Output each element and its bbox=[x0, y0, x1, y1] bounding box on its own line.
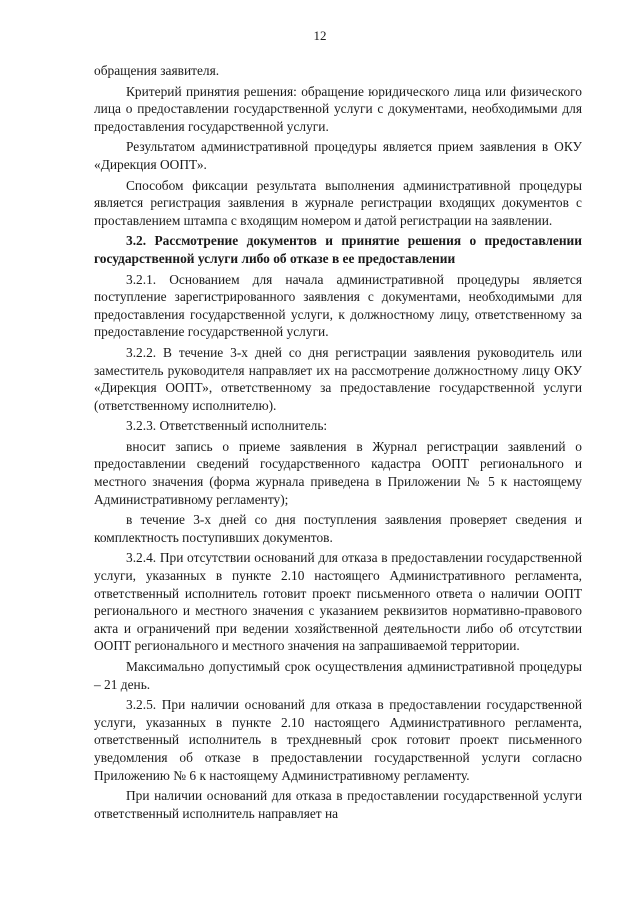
paragraph: Критерий принятия решения: обращение юридического лица или физического лица о предоставлении государственной услуги с документами, необходимыми для предоставления государственной услуги. bbox=[94, 83, 582, 134]
paragraph: в течение 3-х дней со дня поступления заявления проверяет сведения и комплектность поступивших документов. bbox=[94, 512, 582, 545]
paragraph: При наличии оснований для отказа в предоставлении государственной услуги ответственный исполнитель направляет на bbox=[94, 788, 582, 821]
paragraph: 3.2.4. При отсутствии оснований для отказа в предоставлении государственной услуги, указанных в пункте 2.10 настоящего Административного регламента, ответственный исполнитель готовит проект письменного ответа о наличии ООПТ регионального и местного значения с указанием реквизитов нормативно-правового акта и ограничений при ведении хозяйственной деятельности либо об отсутствии ООПТ регионального и местного значения на запрашиваемой территории. bbox=[94, 550, 582, 654]
paragraph: Результатом административной процедуры является прием заявления в ОКУ «Дирекция ООПТ». bbox=[94, 139, 582, 172]
paragraph: 3.2.1. Основанием для начала административной процедуры является поступление зарегистрированного заявления с документами, необходимыми для предоставления государственной услуги, к должностному лицу, ответственному за предоставление государственной услуги. bbox=[94, 271, 582, 340]
paragraph: обращения заявителя. bbox=[94, 63, 220, 78]
section-heading: 3.2. Рассмотрение документов и принятие решения о предоставлении государственной услуги либо об отказе в ее предоставлении bbox=[94, 233, 582, 266]
paragraph: 3.2.2. В течение 3-х дней со дня регистрации заявления руководитель или заместитель руководителя направляет их на рассмотрение должностному лицу ОКУ «Дирекция ООПТ», ответственному за предоставление государственной услуги (ответственному исполнителю). bbox=[94, 344, 582, 413]
document-body bbox=[94, 62, 582, 825]
paragraph: Способом фиксации результата выполнения административной процедуры является регистрация заявления в журнале регистрации входящих документов с проставлением штампа с входящим номером и датой регистрации на заявлении. bbox=[94, 177, 582, 228]
paragraph: 3.2.3. Ответственный исполнитель: bbox=[126, 418, 328, 434]
page-number: 12 bbox=[313, 28, 327, 43]
paragraph: 3.2.5. При наличии оснований для отказа в предоставлении государственной услуги, указанных в пункте 2.10 настоящего Административного регламента, ответственный исполнитель в трехдневный срок готовит проект письменного уведомления об отказе в предоставлении государственной услуги согласно Приложению № 6 к настоящему Административному регламенту. bbox=[94, 697, 582, 783]
paragraph: вносит запись о приеме заявления в Журнал регистрации заявлений о предоставлении сведений государственного кадастра ООПТ регионального и местного значения (форма журнала приведена в Приложении № 5 к настоящему Административному регламенту); bbox=[94, 438, 582, 507]
paragraph: Максимально допустимый срок осуществления административной процедуры – 21 день. bbox=[94, 659, 582, 692]
